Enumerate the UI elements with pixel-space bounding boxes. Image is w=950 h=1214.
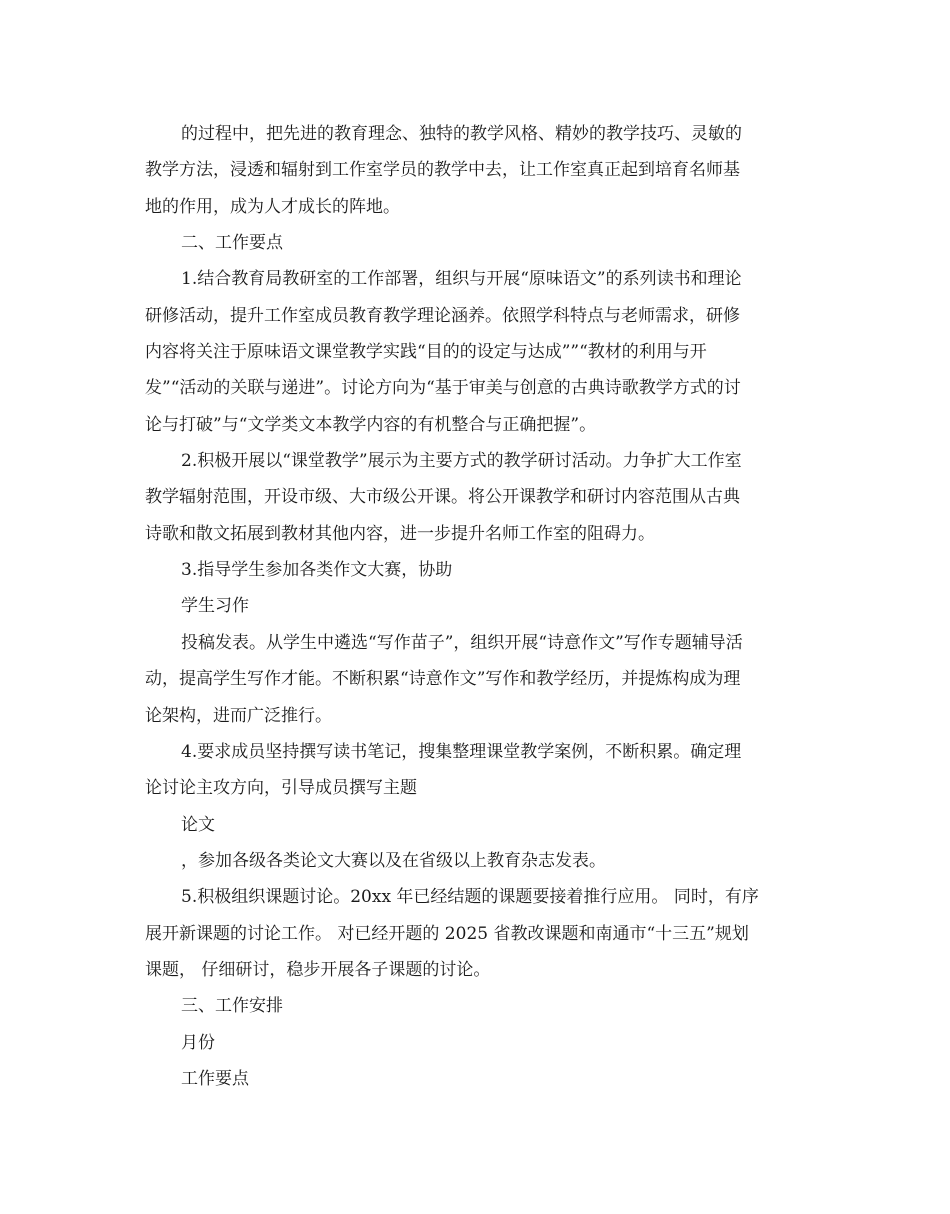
text-line: 论与打破”与“文学类文本教学内容的有机整合与正确把握”。 — [145, 414, 597, 435]
text-line: 投稿发表。从学生中遴选“写作苗子”，组织开展“诗意作文”写作专题辅导活 — [181, 632, 743, 653]
text-line: 课题， 仔细研讨，稳步开展各子课题的讨论。 — [145, 959, 491, 980]
text-line: 2.积极开展以“课堂教学”展示为主要方式的教学研讨活动。力争扩大工作室 — [181, 451, 742, 472]
text-line: 地的作用，成为人才成长的阵地。 — [145, 196, 400, 217]
text-line: 5.积极组织课题讨论。20xx 年已经结题的课题要接着推行应用。 同时，有序 — [181, 887, 759, 908]
text-line: 月份 — [181, 1032, 215, 1053]
text-line: 3.指导学生参加各类作文大赛，协助 — [181, 560, 453, 581]
text-line: 内容将关注于原味语文课堂教学实践“目的的设定与达成””“教材的利用与开 — [145, 342, 707, 363]
document-body — [145, 116, 805, 1097]
text-line: 论文 — [181, 814, 215, 835]
text-line: ，参加各级各类论文大赛以及在省级以上教育杂志发表。 — [181, 850, 606, 871]
text-line: 论讨论主攻方向，引导成员撰写主题 — [145, 778, 417, 799]
text-line: 教学辐射范围，开设市级、大市级公开课。将公开课教学和研讨内容范围从古典 — [145, 487, 740, 508]
text-line: 动，提高学生写作才能。不断积累“诗意作文”写作和教学经历，并提炼构成为理 — [145, 669, 741, 690]
text-line: 工作要点 — [181, 1068, 249, 1089]
text-line: 教学方法，浸透和辐射到工作室学员的教学中去，让工作室真正起到培育名师基 — [145, 160, 740, 181]
text-line: 4.要求成员坚持撰写读书笔记，搜集整理课堂教学案例，不断积累。确定理 — [181, 741, 742, 762]
text-line: 诗歌和散文拓展到教材其他内容，进一步提升名师工作室的阻碍力。 — [145, 523, 655, 544]
text-line: 1.结合教育局教研室的工作部署，组织与开展“原味语文”的系列读书和理论 — [181, 269, 742, 290]
text-line: 研修活动，提升工作室成员教育教学理论涵养。依照学科特点与老师需求，研修 — [145, 305, 740, 326]
text-line: 的过程中，把先进的教育理念、独特的教学风格、精妙的教学技巧、灵敏的 — [181, 124, 742, 144]
text-line: 二、工作要点 — [181, 233, 283, 254]
text-line: 三、工作安排 — [181, 996, 283, 1017]
text-line: 发”“活动的关联与递进”。讨论方向为“基于审美与创意的古典诗歌教学方式的讨 — [145, 378, 741, 399]
text-line: 学生习作 — [181, 596, 249, 617]
text-line: 论架构，进而广泛推行。 — [145, 705, 332, 726]
text-line: 展开新课题的讨论工作。 对已经开题的 2025 省教改课题和南通市“十三五”规划 — [145, 923, 749, 944]
